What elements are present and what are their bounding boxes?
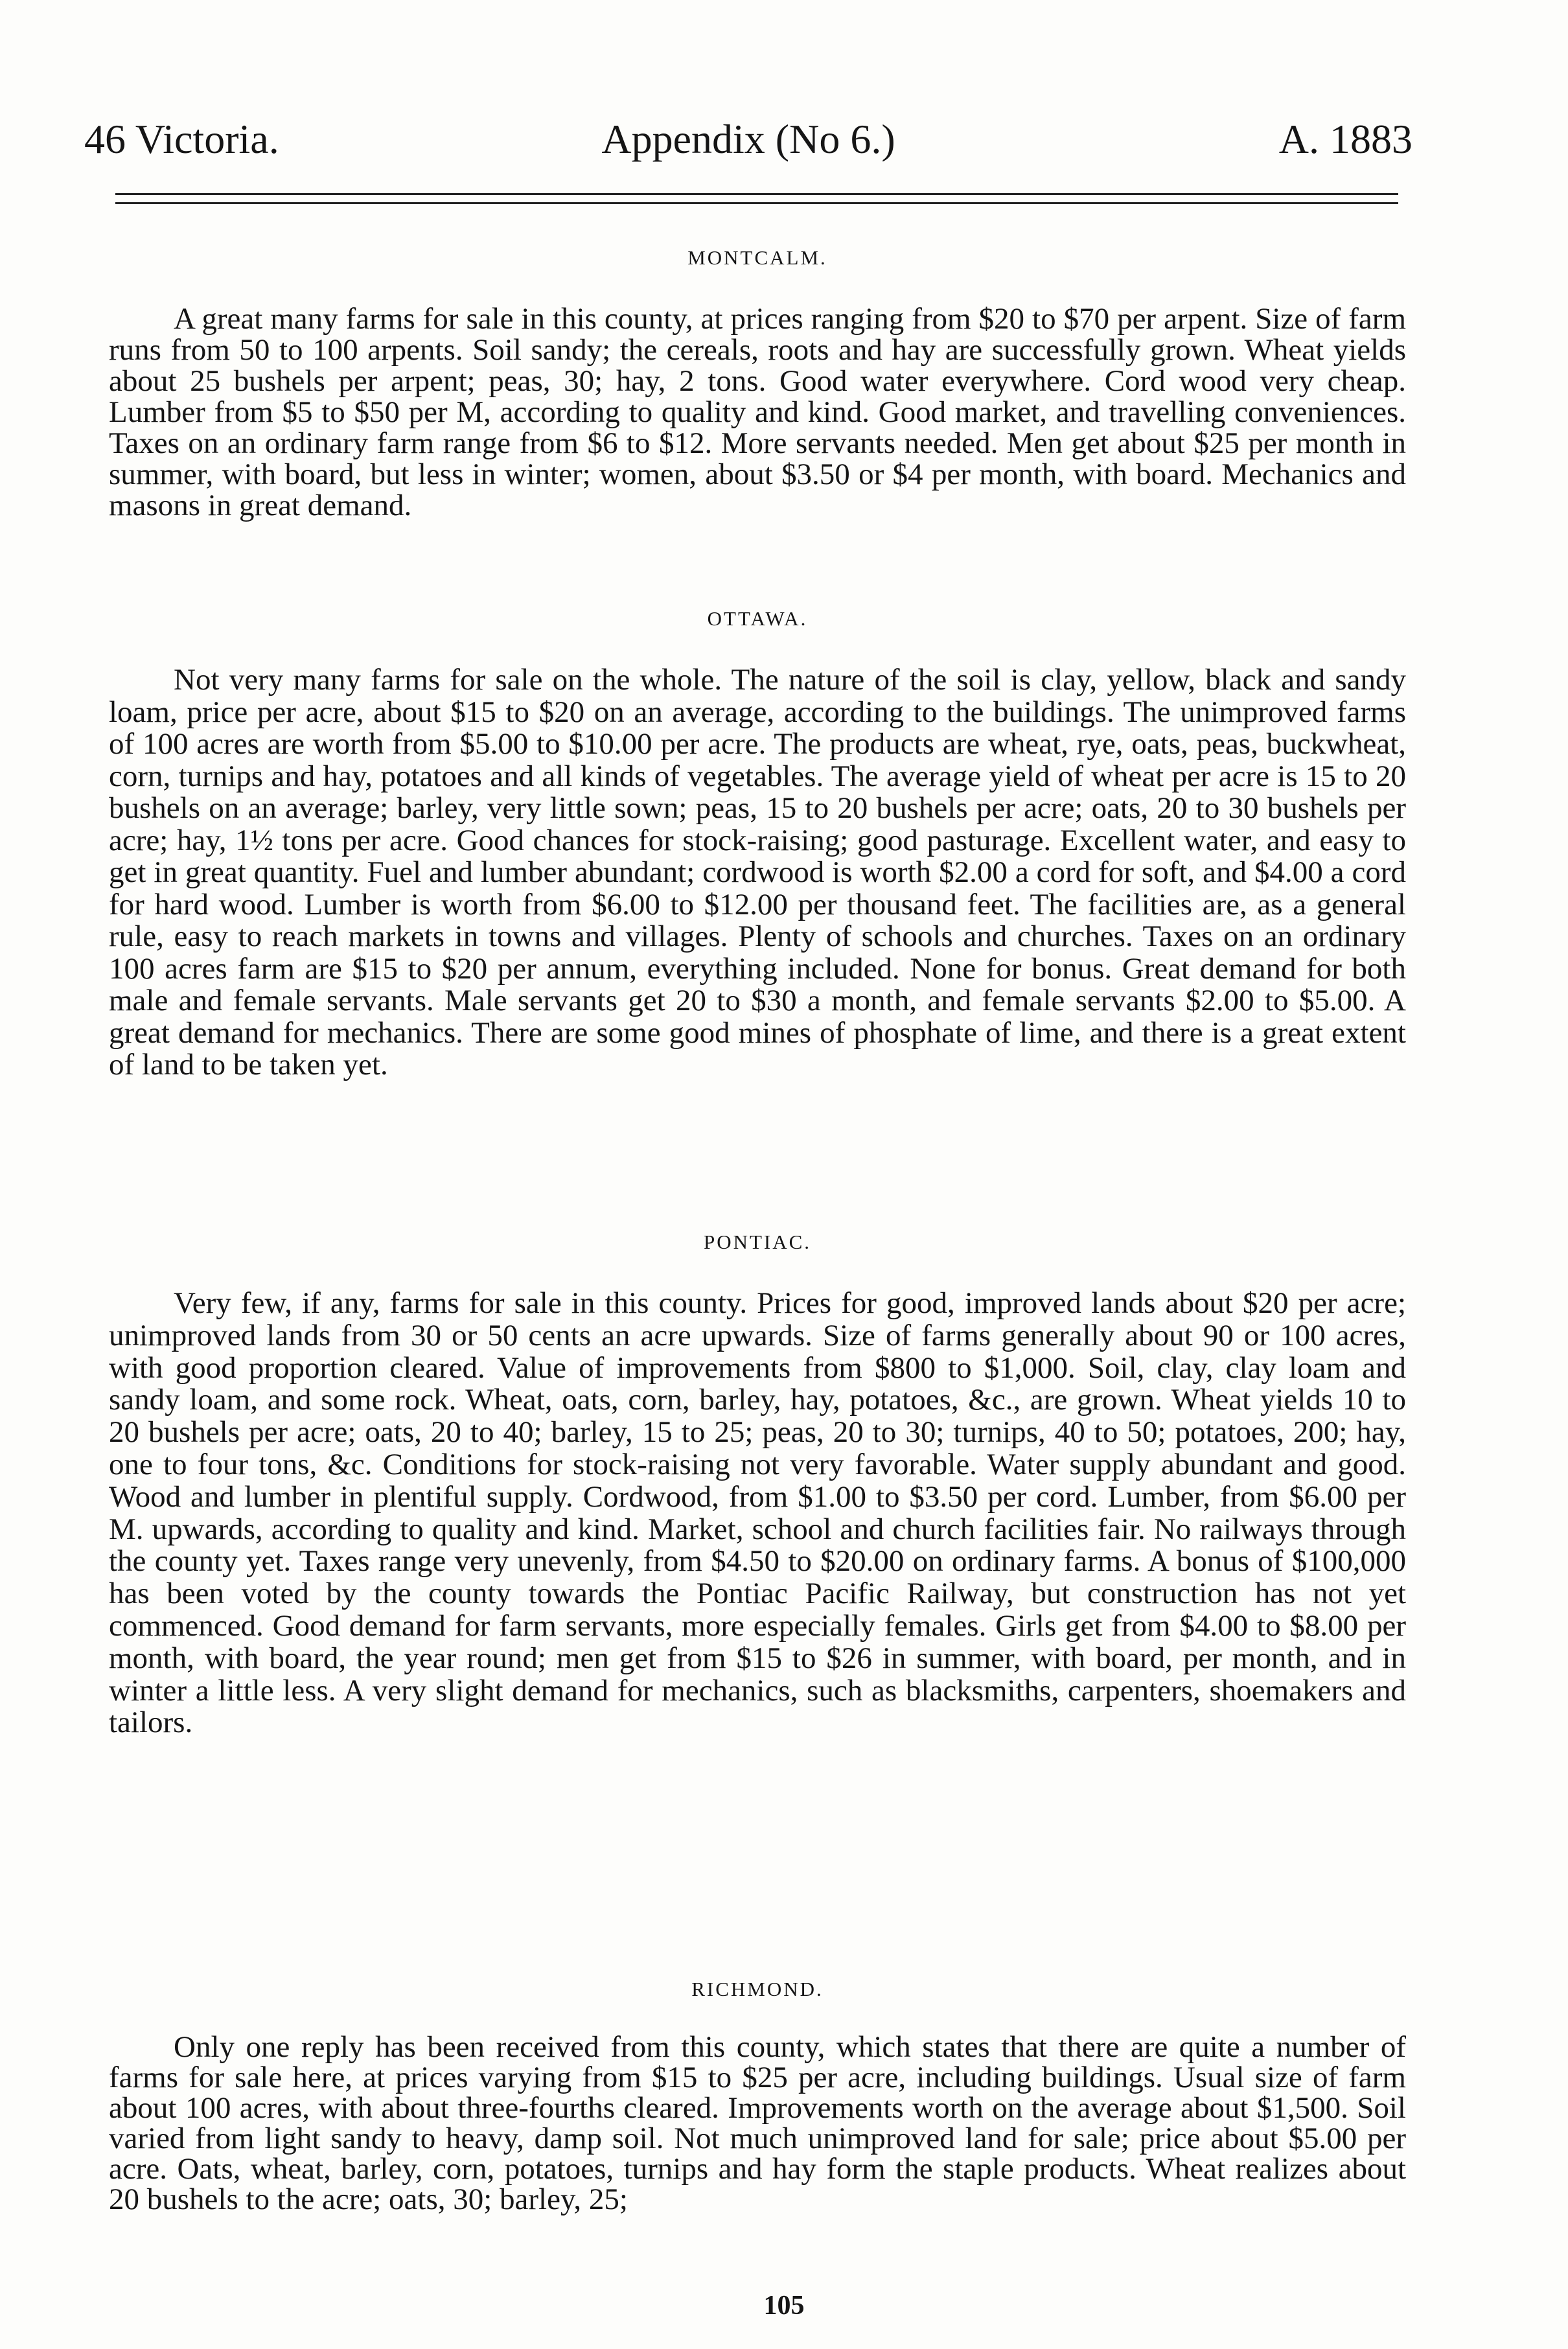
page-header	[84, 113, 1412, 165]
section-title: OTTAWA.	[707, 607, 808, 630]
section-body: Only one reply has been received from this county, which states that there are quite a number of farms for sale here, at prices varying from $15 to $25 per acre, including buildings. Usual size of farm about 100 acres, with about three-fourths cleared. Improvements worth on the average about $1,500. Soil varied from light sandy to heavy, damp soil. Not much unimproved land for sale; price about $5.00 per acre. Oats, wheat, barley, corn, potatoes, turnips and hay form the staple products. Wheat realizes about 20 bushels to the acre; oats, 30; barley, 25;	[109, 2030, 1406, 2216]
header-rule-top	[115, 193, 1398, 195]
section-title: RICHMOND.	[691, 1978, 824, 2000]
section-body: Not very many farms for sale on the whole. The nature of the soil is clay, yellow, black and sandy loam, price per acre, about $15 to $20 on an average, according to the buildings. The unimproved farms of 100 acres are worth from $5.00 to $10.00 per acre. The products are wheat, rye, oats, peas, buckwheat, corn, turnips and hay, potatoes and all kinds of vegetables. The average yield of wheat per acre is 15 to 20 bushels on an average; barley, very little sown; peas, 15 to 20 bushels per acre; oats, 20 to 30 bushels per acre; hay, 1½ tons per acre. Good chances for stock-raising; good pasturage. Excellent water, and easy to get in great quantity. Fuel and lumber abundant; cordwood is worth $2.00 a cord for soft, and $4.00 a cord for hard wood. Lumber is worth from $6.00 to $12.00 per thousand feet. The facilities are, as a general rule, easy to reach markets in towns and villages. Plenty of schools and churches. Taxes on an ordinary 100 acres farm are $15 to $20 per annum, everything included. None for bonus. Great demand for both male and female servants. Male servants get 20 to $30 a month, and female servants $2.00 to $5.00. A great demand for mechanics. There are some good mines of phosphate of lime, and there is a great extent of land to be taken yet.	[109, 663, 1406, 1082]
section-richmond	[109, 1976, 1406, 2215]
header-session: 46 Victoria.	[84, 116, 279, 162]
section-title: MONTCALM.	[687, 246, 827, 269]
header-year: A. 1883	[1278, 116, 1412, 162]
header-rule-bottom	[115, 202, 1398, 204]
section-pontiac	[109, 1229, 1406, 1739]
section-body: A great many farms for sale in this county, at prices ranging from $20 to $70 per arpent. Size of farm runs from 50 to 100 arpents. Soil sandy; the cereals, roots and hay are successfully grown. Wheat yields about 25 bushels per arpent; peas, 30; hay, 2 tons. Good water everywhere. Cord wood very cheap. Lumber from $5 to $50 per M, according to quality and kind. Good market, and travelling conveniences. Taxes on an ordinary farm range from $6 to $12. More servants needed. Men get about $25 per month in summer, with board, but less in winter; women, about $3.50 or $4 per month, with board. Mechanics and masons in great demand.	[109, 302, 1406, 522]
header-appendix: Appendix (No 6.)	[601, 116, 895, 162]
page-number: 105	[763, 2291, 805, 2320]
section-body: Very few, if any, farms for sale in this county. Prices for good, improved lands about $20 per acre; unimproved lands from 30 or 50 cents an acre upwards. Size of farms generally about 90 or 100 acres, with good proportion cleared. Value of improvements from $800 to $1,000. Soil, clay, clay loam and sandy loam, and some rock. Wheat, oats, corn, barley, hay, potatoes, &c., are grown. Wheat yields 10 to 20 bushels per acre; oats, 20 to 40; barley, 15 to 25; peas, 20 to 30; turnips, 40 to 50; potatoes, 200; hay, one to four tons, &c. Conditions for stock-raising not very favorable. Water supply abundant and good. Wood and lumber in plentiful supply. Cordwood, from $1.00 to $3.50 per cord. Lumber, from $6.00 per M. upwards, according to quality and kind. Market, school and church facilities fair. No railways through the county yet. Taxes range very unevenly, from $4.50 to $20.00 on ordinary farms. A bonus of $100,000 has been voted by the county towards the Pontiac Pacific Railway, but construction has not yet commenced. Good demand for farm servants, more especially females. Girls get from $4.00 to $8.00 per month, with board, the year round; men get from $15 to $26 in summer, with board, per month, and in winter a little less. A very slight demand for mechanics, such as blacksmiths, carpenters, shoemakers and tailors.	[109, 1286, 1406, 1740]
section-title: PONTIAC.	[703, 1231, 812, 1253]
section-montcalm	[109, 245, 1406, 521]
section-ottawa	[109, 606, 1406, 1082]
